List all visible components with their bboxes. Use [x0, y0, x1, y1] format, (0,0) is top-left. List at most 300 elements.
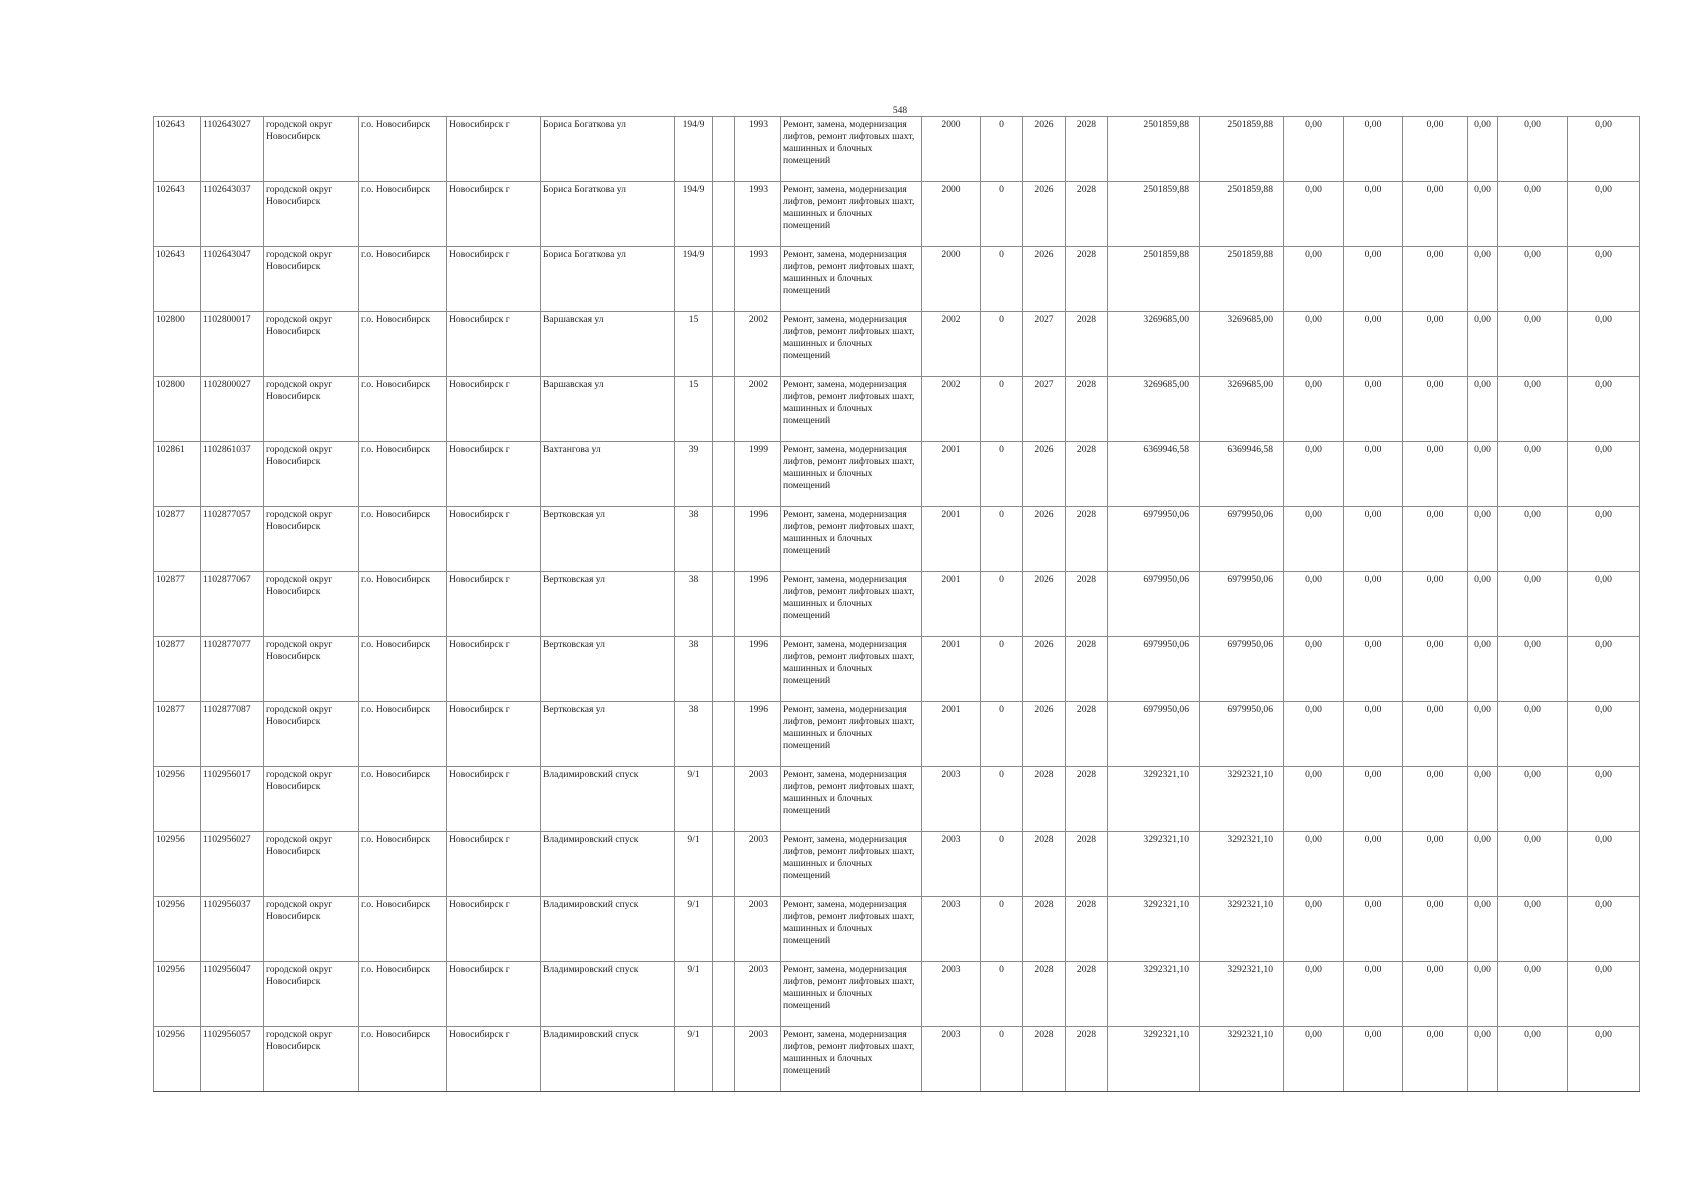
cell-plan-end-year: 2028 [1066, 117, 1108, 182]
table-row [154, 312, 1640, 377]
cell-cost-federal: 0,00 [1284, 182, 1344, 247]
cell-cost-local: 0,00 [1403, 962, 1468, 1027]
cell-built-year: 2002 [735, 312, 781, 377]
cell-work-type: Ремонт, замена, модернизация лифтов, ремонт лифтовых шахт, машинных и блочных помещений [781, 897, 922, 962]
cell-settlement: Новосибирск г [447, 507, 541, 572]
cell-cost-regional: 0,00 [1344, 377, 1403, 442]
cell-house-number: 15 [675, 377, 713, 442]
cell-street: Владимировский спуск [541, 1027, 675, 1092]
cell-municipality-name: городской округ Новосибирск [264, 1027, 359, 1092]
cell-municipal-district: г.о. Новосибирск [359, 702, 447, 767]
cell-building-suffix [713, 962, 735, 1027]
table-row [154, 767, 1640, 832]
cell-built-year: 2003 [735, 832, 781, 897]
cell-cost-owners: 0,00 [1468, 507, 1498, 572]
cell-element-code: 1102956037 [201, 897, 264, 962]
cell-house-number: 9/1 [675, 1027, 713, 1092]
cell-total-cost: 3269685,00 [1108, 377, 1200, 442]
cell-commissioning-year: 2002 [922, 377, 981, 442]
cell-cost-regional: 0,00 [1344, 962, 1403, 1027]
cell-cost-owners: 0,00 [1468, 442, 1498, 507]
cell-settlement: Новосибирск г [447, 637, 541, 702]
cell-house-number: 194/9 [675, 182, 713, 247]
cell-street: Вертковская ул [541, 702, 675, 767]
cell-cost-federal: 0,00 [1284, 247, 1344, 312]
cell-cost-extra: 0,00 [1568, 637, 1640, 702]
cell-cost-regional-fund: 6979950,06 [1200, 637, 1284, 702]
cell-work-type: Ремонт, замена, модернизация лифтов, ремонт лифтовых шахт, машинных и блочных помещений [781, 182, 922, 247]
cell-wear-percent: 0 [981, 637, 1023, 702]
cell-settlement: Новосибирск г [447, 442, 541, 507]
cell-commissioning-year: 2001 [922, 702, 981, 767]
cell-house-number: 194/9 [675, 117, 713, 182]
cell-commissioning-year: 2000 [922, 182, 981, 247]
cell-cost-extra: 0,00 [1568, 962, 1640, 1027]
cell-commissioning-year: 2002 [922, 312, 981, 377]
cell-street: Варшавская ул [541, 377, 675, 442]
cell-element-code: 1102877067 [201, 572, 264, 637]
cell-municipality-name: городской округ Новосибирск [264, 962, 359, 1027]
cell-building-suffix [713, 312, 735, 377]
cell-plan-end-year: 2028 [1066, 637, 1108, 702]
cell-cost-federal: 0,00 [1284, 312, 1344, 377]
cell-record-id: 102956 [154, 962, 201, 1027]
cell-commissioning-year: 2003 [922, 962, 981, 1027]
cell-building-suffix [713, 637, 735, 702]
cell-street: Бориса Богаткова ул [541, 247, 675, 312]
cell-cost-regional-fund: 3292321,10 [1200, 767, 1284, 832]
cell-street: Вертковская ул [541, 572, 675, 637]
cell-record-id: 102800 [154, 377, 201, 442]
cell-total-cost: 2501859,88 [1108, 247, 1200, 312]
cell-plan-end-year: 2028 [1066, 442, 1108, 507]
cell-house-number: 9/1 [675, 767, 713, 832]
cell-cost-regional: 0,00 [1344, 572, 1403, 637]
cell-plan-start-year: 2026 [1023, 247, 1066, 312]
cell-cost-other: 0,00 [1498, 312, 1568, 377]
cell-commissioning-year: 2003 [922, 1027, 981, 1092]
cell-municipality-name: городской округ Новосибирск [264, 897, 359, 962]
cell-building-suffix [713, 182, 735, 247]
cell-cost-regional-fund: 3292321,10 [1200, 962, 1284, 1027]
cell-municipal-district: г.о. Новосибирск [359, 1027, 447, 1092]
cell-commissioning-year: 2000 [922, 247, 981, 312]
cell-municipal-district: г.о. Новосибирск [359, 572, 447, 637]
table-row [154, 182, 1640, 247]
cell-cost-regional: 0,00 [1344, 637, 1403, 702]
cell-settlement: Новосибирск г [447, 377, 541, 442]
cell-element-code: 1102800017 [201, 312, 264, 377]
cell-element-code: 1102956017 [201, 767, 264, 832]
cell-municipality-name: городской округ Новосибирск [264, 182, 359, 247]
cell-cost-extra: 0,00 [1568, 702, 1640, 767]
table-row [154, 1027, 1640, 1092]
cell-record-id: 102877 [154, 507, 201, 572]
cell-wear-percent: 0 [981, 897, 1023, 962]
cell-plan-start-year: 2028 [1023, 832, 1066, 897]
cell-cost-extra: 0,00 [1568, 767, 1640, 832]
cell-municipal-district: г.о. Новосибирск [359, 962, 447, 1027]
cell-plan-end-year: 2028 [1066, 832, 1108, 897]
cell-plan-start-year: 2026 [1023, 117, 1066, 182]
cell-cost-regional: 0,00 [1344, 767, 1403, 832]
cell-total-cost: 6979950,06 [1108, 637, 1200, 702]
cell-settlement: Новосибирск г [447, 1027, 541, 1092]
cell-cost-federal: 0,00 [1284, 702, 1344, 767]
cell-building-suffix [713, 1027, 735, 1092]
cell-settlement: Новосибирск г [447, 247, 541, 312]
cell-cost-owners: 0,00 [1468, 832, 1498, 897]
cell-record-id: 102643 [154, 182, 201, 247]
table-row [154, 637, 1640, 702]
cell-cost-local: 0,00 [1403, 702, 1468, 767]
table-row [154, 962, 1640, 1027]
cell-commissioning-year: 2003 [922, 832, 981, 897]
cell-commissioning-year: 2001 [922, 637, 981, 702]
cell-house-number: 9/1 [675, 962, 713, 1027]
cell-cost-regional-fund: 6369946,58 [1200, 442, 1284, 507]
cell-cost-regional-fund: 3292321,10 [1200, 1027, 1284, 1092]
cell-built-year: 1993 [735, 247, 781, 312]
cell-plan-start-year: 2026 [1023, 182, 1066, 247]
cell-built-year: 2003 [735, 962, 781, 1027]
cell-building-suffix [713, 572, 735, 637]
cell-street: Варшавская ул [541, 312, 675, 377]
cell-municipal-district: г.о. Новосибирск [359, 117, 447, 182]
cell-wear-percent: 0 [981, 247, 1023, 312]
cell-settlement: Новосибирск г [447, 702, 541, 767]
cell-cost-other: 0,00 [1498, 182, 1568, 247]
cell-cost-regional: 0,00 [1344, 897, 1403, 962]
cell-element-code: 1102643037 [201, 182, 264, 247]
cell-cost-local: 0,00 [1403, 312, 1468, 377]
cell-cost-local: 0,00 [1403, 1027, 1468, 1092]
cell-element-code: 1102956057 [201, 1027, 264, 1092]
cell-record-id: 102877 [154, 637, 201, 702]
cell-total-cost: 3269685,00 [1108, 312, 1200, 377]
cell-house-number: 9/1 [675, 897, 713, 962]
table-body [154, 117, 1640, 1092]
cell-work-type: Ремонт, замена, модернизация лифтов, ремонт лифтовых шахт, машинных и блочных помещений [781, 962, 922, 1027]
cell-municipal-district: г.о. Новосибирск [359, 897, 447, 962]
cell-cost-owners: 0,00 [1468, 767, 1498, 832]
cell-cost-other: 0,00 [1498, 897, 1568, 962]
cell-wear-percent: 0 [981, 962, 1023, 1027]
cell-wear-percent: 0 [981, 442, 1023, 507]
cell-house-number: 15 [675, 312, 713, 377]
cell-plan-end-year: 2028 [1066, 377, 1108, 442]
cell-cost-local: 0,00 [1403, 182, 1468, 247]
cell-record-id: 102877 [154, 572, 201, 637]
cell-cost-local: 0,00 [1403, 832, 1468, 897]
cell-plan-start-year: 2026 [1023, 637, 1066, 702]
cell-street: Вахтангова ул [541, 442, 675, 507]
cell-cost-extra: 0,00 [1568, 832, 1640, 897]
cell-settlement: Новосибирск г [447, 312, 541, 377]
cell-plan-end-year: 2028 [1066, 962, 1108, 1027]
cell-building-suffix [713, 897, 735, 962]
cell-cost-federal: 0,00 [1284, 507, 1344, 572]
cell-cost-federal: 0,00 [1284, 637, 1344, 702]
cell-municipality-name: городской округ Новосибирск [264, 767, 359, 832]
cell-cost-extra: 0,00 [1568, 442, 1640, 507]
cell-wear-percent: 0 [981, 767, 1023, 832]
cell-built-year: 2003 [735, 767, 781, 832]
cell-element-code: 1102877057 [201, 507, 264, 572]
cell-cost-other: 0,00 [1498, 1027, 1568, 1092]
cell-plan-end-year: 2028 [1066, 507, 1108, 572]
cell-street: Владимировский спуск [541, 832, 675, 897]
cell-plan-end-year: 2028 [1066, 247, 1108, 312]
cell-cost-regional-fund: 3292321,10 [1200, 897, 1284, 962]
cell-house-number: 38 [675, 637, 713, 702]
cell-house-number: 9/1 [675, 832, 713, 897]
cell-municipality-name: городской округ Новосибирск [264, 312, 359, 377]
cell-total-cost: 3292321,10 [1108, 1027, 1200, 1092]
cell-total-cost: 3292321,10 [1108, 832, 1200, 897]
cell-total-cost: 6979950,06 [1108, 507, 1200, 572]
cell-settlement: Новосибирск г [447, 962, 541, 1027]
cell-cost-owners: 0,00 [1468, 312, 1498, 377]
cell-wear-percent: 0 [981, 312, 1023, 377]
cell-record-id: 102956 [154, 1027, 201, 1092]
cell-element-code: 1102956047 [201, 962, 264, 1027]
cell-total-cost: 6979950,06 [1108, 572, 1200, 637]
cell-cost-local: 0,00 [1403, 767, 1468, 832]
cell-municipal-district: г.о. Новосибирск [359, 182, 447, 247]
cell-street: Вертковская ул [541, 507, 675, 572]
cell-settlement: Новосибирск г [447, 182, 541, 247]
cell-cost-owners: 0,00 [1468, 377, 1498, 442]
cell-wear-percent: 0 [981, 832, 1023, 897]
cell-municipality-name: городской округ Новосибирск [264, 442, 359, 507]
cell-commissioning-year: 2001 [922, 507, 981, 572]
cell-cost-federal: 0,00 [1284, 832, 1344, 897]
cell-street: Вертковская ул [541, 637, 675, 702]
cell-element-code: 1102877077 [201, 637, 264, 702]
cell-total-cost: 2501859,88 [1108, 117, 1200, 182]
cell-record-id: 102956 [154, 897, 201, 962]
cell-cost-extra: 0,00 [1568, 507, 1640, 572]
cell-cost-regional-fund: 3269685,00 [1200, 312, 1284, 377]
cell-work-type: Ремонт, замена, модернизация лифтов, ремонт лифтовых шахт, машинных и блочных помещений [781, 442, 922, 507]
cell-plan-start-year: 2026 [1023, 442, 1066, 507]
cell-cost-owners: 0,00 [1468, 117, 1498, 182]
cell-cost-other: 0,00 [1498, 832, 1568, 897]
cell-plan-start-year: 2028 [1023, 897, 1066, 962]
cell-element-code: 1102877087 [201, 702, 264, 767]
cell-built-year: 1996 [735, 507, 781, 572]
cell-cost-federal: 0,00 [1284, 897, 1344, 962]
cell-cost-regional: 0,00 [1344, 117, 1403, 182]
cell-cost-local: 0,00 [1403, 572, 1468, 637]
cell-built-year: 1999 [735, 442, 781, 507]
cell-cost-other: 0,00 [1498, 247, 1568, 312]
cell-cost-owners: 0,00 [1468, 1027, 1498, 1092]
cell-cost-federal: 0,00 [1284, 962, 1344, 1027]
cell-cost-local: 0,00 [1403, 247, 1468, 312]
cell-work-type: Ремонт, замена, модернизация лифтов, ремонт лифтовых шахт, машинных и блочных помещений [781, 637, 922, 702]
cell-cost-regional-fund: 2501859,88 [1200, 247, 1284, 312]
cell-record-id: 102877 [154, 702, 201, 767]
cell-cost-local: 0,00 [1403, 507, 1468, 572]
cell-commissioning-year: 2000 [922, 117, 981, 182]
cell-cost-federal: 0,00 [1284, 767, 1344, 832]
cell-settlement: Новосибирск г [447, 767, 541, 832]
cell-record-id: 102643 [154, 247, 201, 312]
cell-commissioning-year: 2003 [922, 897, 981, 962]
cell-total-cost: 3292321,10 [1108, 897, 1200, 962]
cell-built-year: 1996 [735, 572, 781, 637]
cell-built-year: 1996 [735, 702, 781, 767]
cell-cost-owners: 0,00 [1468, 572, 1498, 637]
cell-cost-owners: 0,00 [1468, 962, 1498, 1027]
cell-plan-end-year: 2028 [1066, 182, 1108, 247]
cell-cost-other: 0,00 [1498, 507, 1568, 572]
cell-cost-local: 0,00 [1403, 897, 1468, 962]
cell-commissioning-year: 2003 [922, 767, 981, 832]
cell-built-year: 1996 [735, 637, 781, 702]
cell-wear-percent: 0 [981, 182, 1023, 247]
cell-work-type: Ремонт, замена, модернизация лифтов, ремонт лифтовых шахт, машинных и блочных помещений [781, 767, 922, 832]
table-row [154, 377, 1640, 442]
cell-settlement: Новосибирск г [447, 832, 541, 897]
cell-element-code: 1102643047 [201, 247, 264, 312]
cell-municipality-name: городской округ Новосибирск [264, 832, 359, 897]
cell-settlement: Новосибирск г [447, 117, 541, 182]
cell-cost-local: 0,00 [1403, 442, 1468, 507]
cell-cost-federal: 0,00 [1284, 572, 1344, 637]
cell-house-number: 194/9 [675, 247, 713, 312]
cell-commissioning-year: 2001 [922, 442, 981, 507]
cell-street: Владимировский спуск [541, 962, 675, 1027]
cell-built-year: 2003 [735, 1027, 781, 1092]
cell-total-cost: 6369946,58 [1108, 442, 1200, 507]
cell-cost-owners: 0,00 [1468, 702, 1498, 767]
cell-cost-extra: 0,00 [1568, 897, 1640, 962]
cell-built-year: 2003 [735, 897, 781, 962]
cell-building-suffix [713, 767, 735, 832]
table-row [154, 897, 1640, 962]
cell-municipality-name: городской округ Новосибирск [264, 377, 359, 442]
cell-municipal-district: г.о. Новосибирск [359, 637, 447, 702]
cell-building-suffix [713, 377, 735, 442]
cell-cost-regional: 0,00 [1344, 1027, 1403, 1092]
cell-work-type: Ремонт, замена, модернизация лифтов, ремонт лифтовых шахт, машинных и блочных помещений [781, 702, 922, 767]
cell-built-year: 1993 [735, 117, 781, 182]
cell-cost-regional-fund: 3292321,10 [1200, 832, 1284, 897]
cell-cost-other: 0,00 [1498, 117, 1568, 182]
cell-cost-local: 0,00 [1403, 637, 1468, 702]
cell-cost-regional: 0,00 [1344, 182, 1403, 247]
cell-record-id: 102861 [154, 442, 201, 507]
cell-work-type: Ремонт, замена, модернизация лифтов, ремонт лифтовых шахт, машинных и блочных помещений [781, 247, 922, 312]
cell-cost-regional-fund: 6979950,06 [1200, 702, 1284, 767]
cell-wear-percent: 0 [981, 117, 1023, 182]
cell-cost-regional: 0,00 [1344, 442, 1403, 507]
cell-cost-local: 0,00 [1403, 377, 1468, 442]
cell-work-type: Ремонт, замена, модернизация лифтов, ремонт лифтовых шахт, машинных и блочных помещений [781, 377, 922, 442]
cell-cost-regional: 0,00 [1344, 312, 1403, 377]
capital-repair-table [153, 116, 1640, 1092]
cell-municipal-district: г.о. Новосибирск [359, 442, 447, 507]
cell-building-suffix [713, 247, 735, 312]
cell-element-code: 1102643027 [201, 117, 264, 182]
cell-building-suffix [713, 507, 735, 572]
cell-house-number: 38 [675, 702, 713, 767]
cell-cost-other: 0,00 [1498, 637, 1568, 702]
cell-cost-extra: 0,00 [1568, 1027, 1640, 1092]
table-row [154, 117, 1640, 182]
cell-plan-end-year: 2028 [1066, 312, 1108, 377]
cell-total-cost: 3292321,10 [1108, 962, 1200, 1027]
table-row [154, 832, 1640, 897]
cell-cost-regional-fund: 6979950,06 [1200, 572, 1284, 637]
cell-house-number: 39 [675, 442, 713, 507]
cell-cost-regional-fund: 2501859,88 [1200, 117, 1284, 182]
cell-total-cost: 6979950,06 [1108, 702, 1200, 767]
cell-settlement: Новосибирск г [447, 572, 541, 637]
cell-plan-start-year: 2028 [1023, 962, 1066, 1027]
cell-wear-percent: 0 [981, 507, 1023, 572]
page-number: 548 [892, 106, 908, 116]
cell-plan-end-year: 2028 [1066, 767, 1108, 832]
cell-building-suffix [713, 442, 735, 507]
cell-cost-other: 0,00 [1498, 702, 1568, 767]
cell-cost-owners: 0,00 [1468, 182, 1498, 247]
cell-plan-start-year: 2028 [1023, 767, 1066, 832]
cell-municipality-name: городской округ Новосибирск [264, 702, 359, 767]
cell-cost-regional-fund: 2501859,88 [1200, 182, 1284, 247]
cell-house-number: 38 [675, 572, 713, 637]
cell-wear-percent: 0 [981, 702, 1023, 767]
cell-municipal-district: г.о. Новосибирск [359, 507, 447, 572]
cell-municipal-district: г.о. Новосибирск [359, 377, 447, 442]
cell-plan-start-year: 2026 [1023, 702, 1066, 767]
cell-plan-end-year: 2028 [1066, 702, 1108, 767]
cell-built-year: 1993 [735, 182, 781, 247]
table-row [154, 442, 1640, 507]
cell-plan-start-year: 2026 [1023, 507, 1066, 572]
cell-cost-owners: 0,00 [1468, 637, 1498, 702]
cell-street: Бориса Богаткова ул [541, 117, 675, 182]
table-row [154, 702, 1640, 767]
cell-cost-regional: 0,00 [1344, 507, 1403, 572]
cell-cost-regional-fund: 3269685,00 [1200, 377, 1284, 442]
table-row [154, 507, 1640, 572]
cell-wear-percent: 0 [981, 1027, 1023, 1092]
cell-wear-percent: 0 [981, 572, 1023, 637]
cell-municipality-name: городской округ Новосибирск [264, 117, 359, 182]
cell-cost-owners: 0,00 [1468, 897, 1498, 962]
cell-cost-other: 0,00 [1498, 572, 1568, 637]
cell-work-type: Ремонт, замена, модернизация лифтов, ремонт лифтовых шахт, машинных и блочных помещений [781, 312, 922, 377]
cell-cost-federal: 0,00 [1284, 117, 1344, 182]
cell-cost-extra: 0,00 [1568, 572, 1640, 637]
cell-street: Владимировский спуск [541, 767, 675, 832]
cell-municipal-district: г.о. Новосибирск [359, 767, 447, 832]
cell-record-id: 102956 [154, 767, 201, 832]
cell-cost-federal: 0,00 [1284, 1027, 1344, 1092]
cell-building-suffix [713, 702, 735, 767]
cell-settlement: Новосибирск г [447, 897, 541, 962]
cell-cost-other: 0,00 [1498, 962, 1568, 1027]
cell-work-type: Ремонт, замена, модернизация лифтов, ремонт лифтовых шахт, машинных и блочных помещений [781, 1027, 922, 1092]
cell-municipal-district: г.о. Новосибирск [359, 312, 447, 377]
cell-cost-federal: 0,00 [1284, 442, 1344, 507]
cell-cost-regional-fund: 6979950,06 [1200, 507, 1284, 572]
cell-element-code: 1102956027 [201, 832, 264, 897]
